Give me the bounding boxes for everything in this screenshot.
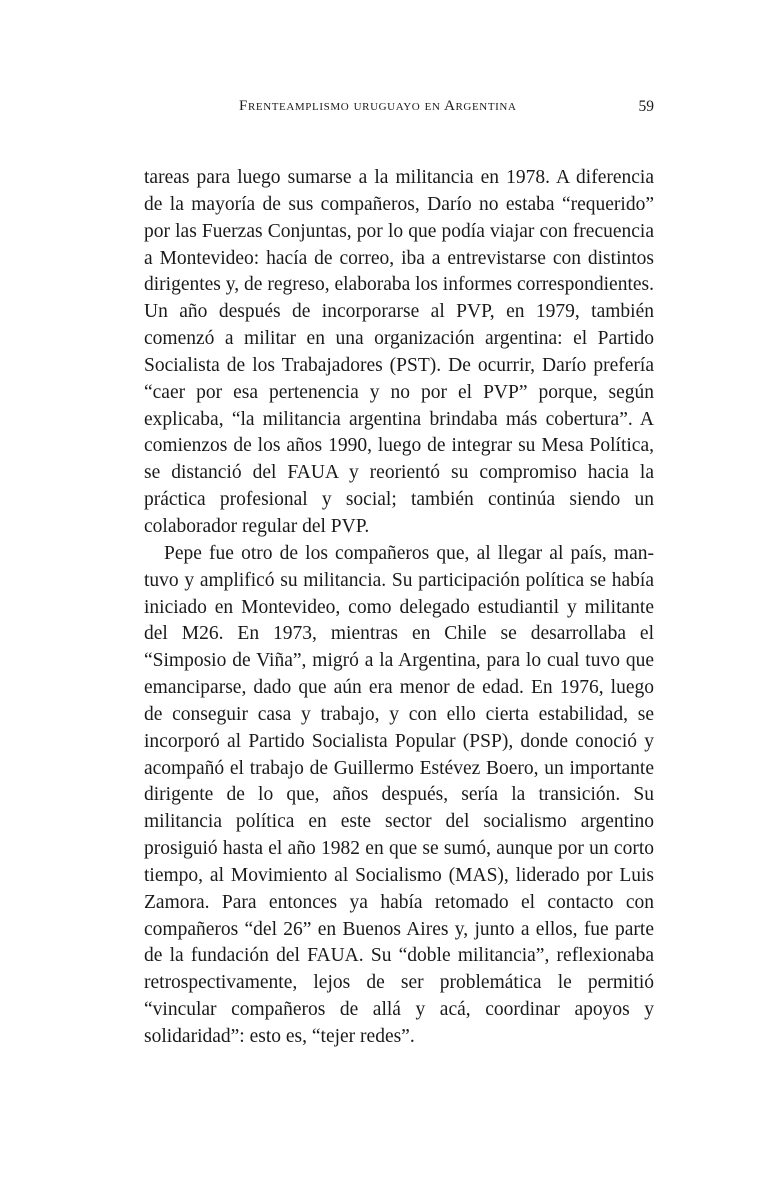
running-title: Frenteamplismo uruguayo en Argentina (239, 98, 517, 114)
paragraph: tareas para luego sumarse a la militancia en 1978. A diferencia de la mayoría de sus compañeros, Darío no estaba “requerido” por las Fuerzas Conjuntas, por lo que podía viajar con frecuencia a Montevideo: hacía de correo, iba a entrevistarse con distintos dirigentes y, de regreso, elaboraba los informes correspondientes. Un año después de incorporarse al PVP, en 1979, también comenzó a militar en una organización argentina: el Partido Socialista de los Trabajadores (PST). De ocurrir, Darío prefería “caer por esa pertenencia y no por el PVP” porque, según explicaba, “la militancia argentina brindaba más cobertura”. A comienzos de los años 1990, luego de integrar su Mesa Política, se distanció del FAUA y reorientó su compromiso hacia la práctica profesional y social; también continúa siendo un colaborador regular del PVP. (144, 167, 654, 537)
paragraph: Pepe fue otro de los compañeros que, al llegar al país, mantuvo y amplificó su militancia. Su participación política se había iniciado en Montevideo, como delegado estudiantil y militante del M26. En 1973, mientras en Chile se desarrollaba el “Simposio de Viña”, migró a la Argentina, para lo cual tuvo que emanciparse, dado que aún era menor de edad. En 1976, luego de conseguir casa y trabajo, y con ello cierta estabilidad, se incorporó al Partido Socialista Popular (PSP), donde conoció y acompañó el trabajo de Guillermo Estévez Boero, un importante dirigente de lo que, años después, sería la transición. Su militancia política en este sector del socialismo argentino prosiguió hasta el año 1982 en que se sumó, aunque por un corto tiempo, al Movimiento al Socialismo (MAS), liderado por Luis Zamora. Para entonces ya había retomado el contacto con compañeros “del 26” en Buenos Aires y, junto a ellos, fue parte de la fundación del FAUA. Su “doble militancia”, reflexionaba retrospectivamente, lejos de ser problemática le permitió “vincular compañeros de allá y acá, coordinar apoyos y solidaridad”: esto es, “tejer redes”. (144, 542, 654, 1047)
body-text (144, 165, 654, 1051)
page-number: 59 (638, 98, 654, 115)
running-head (144, 98, 654, 122)
